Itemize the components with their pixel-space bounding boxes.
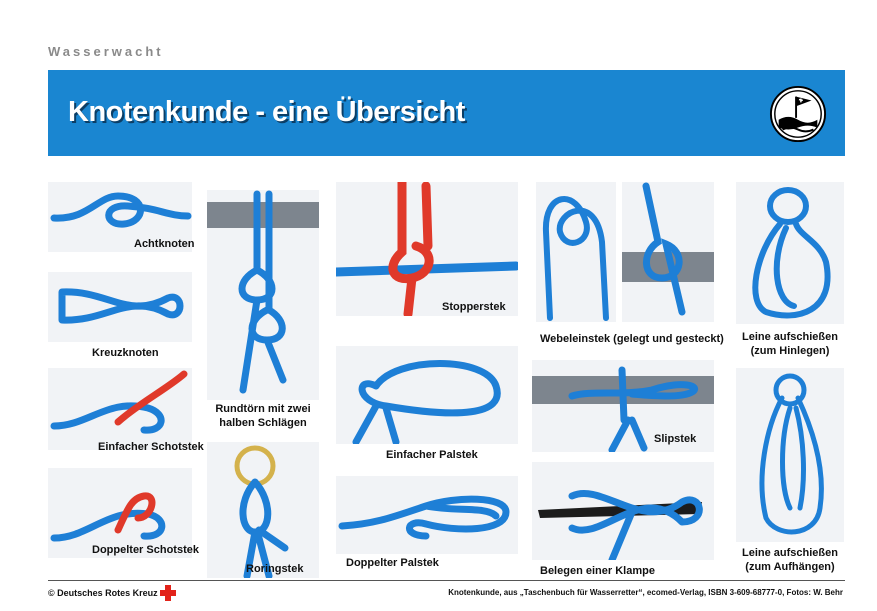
caption-slipstek: Slipstek [654, 433, 697, 445]
knot-photo-einfacher-schotstek [48, 368, 192, 450]
caption-aufschiessen-aufhaengen-line2: (zum Aufhängen) [745, 561, 835, 573]
knot-photo-webeleinstek-gesteckt [622, 182, 714, 322]
rope-icon [736, 182, 844, 324]
brand-label: Wasserwacht [48, 44, 164, 59]
rope-icon [48, 368, 192, 450]
caption-achtknoten: Achtknoten [134, 238, 195, 250]
caption-rundtoern-line2: halben Schlägen [219, 417, 307, 429]
caption-einfacher-palstek: Einfacher Palstek [386, 449, 478, 461]
knot-photo-aufschiessen-aufhaengen [736, 368, 844, 542]
caption-doppelter-schotstek: Doppelter Schotstek [92, 544, 199, 556]
caption-aufschiessen-hinlegen-line2: (zum Hinlegen) [750, 345, 830, 357]
rope-icon [532, 462, 714, 560]
water-rescue-logo-icon [769, 85, 827, 143]
knot-photo-rundtoern [207, 190, 319, 400]
caption-aufschiessen-hinlegen-line1: Leine aufschießen [742, 331, 838, 343]
caption-aufschiessen-hinlegen [736, 330, 844, 358]
caption-webeleinstek: Webeleinstek (gelegt und gesteckt) [540, 333, 724, 345]
knot-photo-stopperstek [336, 182, 518, 316]
knot-photo-aufschiessen-hinlegen [736, 182, 844, 324]
caption-aufschiessen-aufhaengen-line1: Leine aufschießen [742, 547, 838, 559]
rope-icon [207, 190, 319, 400]
title-banner [48, 70, 845, 156]
red-cross-icon [159, 584, 177, 602]
footer-source: Knotenkunde, aus „Taschenbuch für Wasserretter“, ecomed-Verlag, ISBN 3-609-68777-0, Fotos: W. Behr [448, 588, 843, 597]
caption-roringstek: Roringstek [246, 563, 304, 575]
rope-icon [622, 182, 714, 322]
rope-icon [48, 272, 192, 342]
rope-icon [336, 182, 518, 316]
caption-aufschiessen-aufhaengen [736, 546, 844, 574]
caption-kreuzknoten: Kreuzknoten [92, 347, 159, 359]
rope-icon [736, 368, 844, 542]
caption-stopperstek: Stopperstek [442, 301, 506, 313]
caption-rundtoern [210, 402, 316, 430]
caption-doppelter-palstek: Doppelter Palstek [346, 557, 439, 569]
knot-photo-belegen-klampe [532, 462, 714, 560]
page-title: Knotenkunde - eine Übersicht [68, 96, 465, 128]
knot-photo-kreuzknoten [48, 272, 192, 342]
rope-icon [536, 182, 616, 322]
knot-photo-roringstek [207, 442, 319, 578]
caption-belegen-klampe: Belegen einer Klampe [540, 565, 655, 577]
knot-photo-einfacher-palstek [336, 346, 518, 444]
footer-divider [48, 580, 845, 581]
footer-copyright: © Deutsches Rotes Kreuz [48, 588, 158, 598]
caption-einfacher-schotstek: Einfacher Schotstek [98, 441, 204, 453]
knot-photo-webeleinstek-gelegt [536, 182, 616, 322]
rope-icon [336, 476, 518, 554]
rope-icon [207, 442, 319, 578]
caption-rundtoern-line1: Rundtörn mit zwei [215, 403, 311, 415]
rope-icon [336, 346, 518, 444]
knot-photo-doppelter-palstek [336, 476, 518, 554]
